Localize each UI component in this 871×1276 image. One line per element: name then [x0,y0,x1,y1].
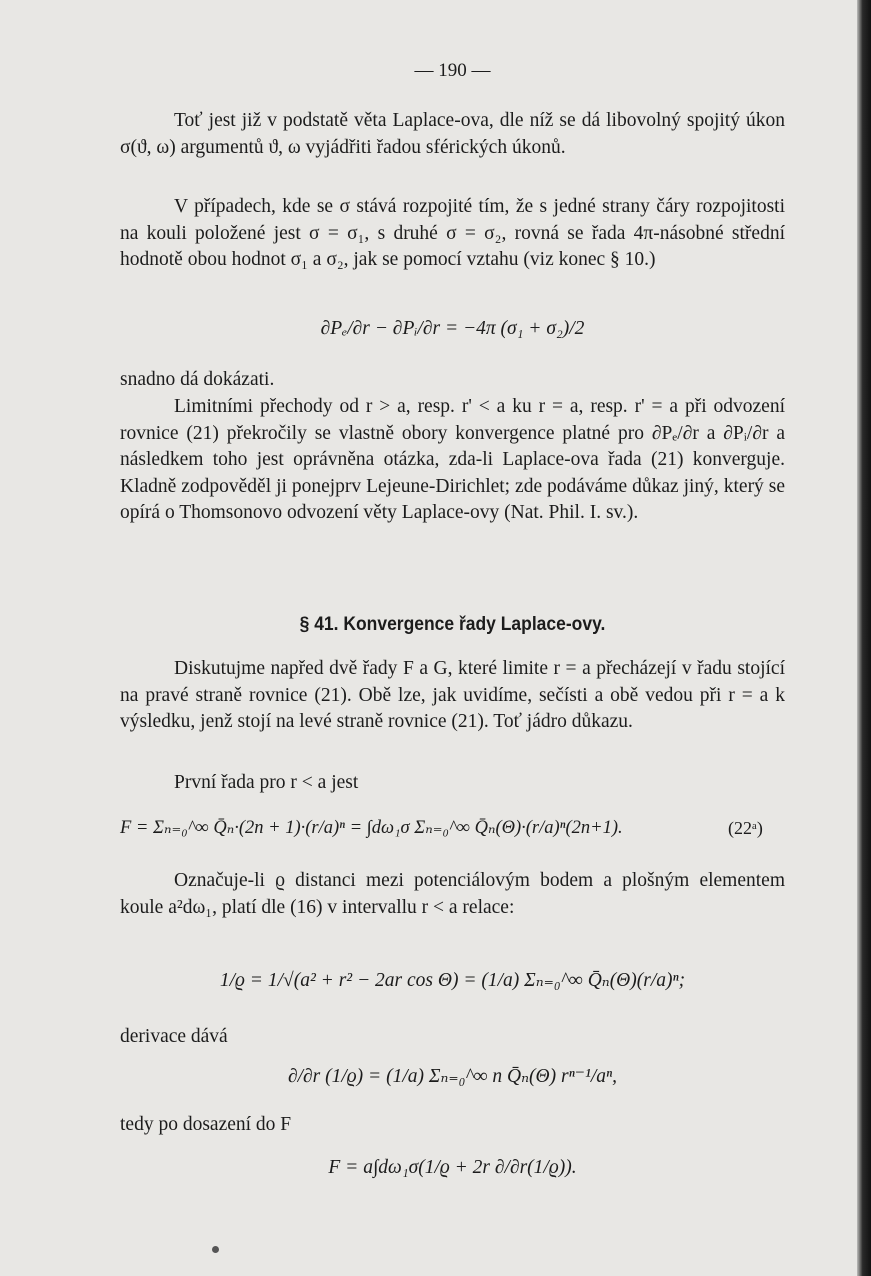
page-binding-edge [857,0,871,1276]
paragraph-laplace-theorem: Toť jest již v podstatě věta Laplace-ova, dle níž se dá libovolný spojitý úkon σ(ϑ, ω) argumentů ϑ, ω vyjádřiti řadou sférických úkonů. [120,110,785,158]
equation-derivative-series: ∂/∂r (1/ϱ) = (1/a) Σₙ₌₀^∞ n Q̄ₙ(Θ) rⁿ⁻¹/aⁿ, [287,1066,618,1087]
page-number: — 190 — [414,60,491,81]
equation-series-f-body: F = Σₙ₌₀^∞ Q̄ₙ·(2n + 1)·(r/a)ⁿ = ∫dω₁σ Σₙ₌₀^∞ Q̄ₙ(Θ)·(r/a)ⁿ(2n+1). [120,818,623,838]
equation-label-22a: (22ᵃ) [728,818,763,838]
paragraph-discontinuity: V případech, kde se σ stává rozpojité tím, že s jedné strany čáry rozpojitosti na kouli položené jest σ = σ₁, s druhé σ = σ₂, rovná se řada 4π-násobné střední hodnotě obou hodnot σ₁ a σ₂, jak se pomocí vztahu (viz konec § 10.) [120,196,785,271]
equation-reciprocal-distance: 1/ϱ = 1/√(a² + r² − 2ar cos Θ) = (1/a) Σₙ₌₀^∞ Q̄ₙ(Θ)(r/a)ⁿ; [219,970,686,991]
paragraph-easily-proven: snadno dá dokázati. [120,369,275,390]
paragraph-first-series: První řada pro r < a jest [174,772,359,793]
paragraph-convergence-question: Limitními přechody od r > a, resp. r' < a ku r = a, resp. r' = a při odvození rovnice (21) překročily se vlastně obory konvergence platné pro ∂Pₑ/∂r a ∂Pᵢ/∂r a následkem toho jest oprávněna otázka, zda-li Laplace-ova řada (21) konverguje. Kladně zodpověděl ji ponejprv Lejeune-Dirichlet; zde podáváme důkaz jiný, který se opírá o Thomsonovo odvození věty Laplace-ovy (Nat. Phil. I. sv.). [120,396,785,524]
paragraph-derivative-gives: derivace dává [120,1026,228,1047]
equation-series-f [120,815,730,842]
section-heading: § 41. Konvergence řady Laplace-ovy. [299,614,606,635]
equation-derivative-jump: ∂Pₑ/∂r − ∂Pᵢ/∂r = −4π (σ₁ + σ₂)/2 [320,318,585,339]
paragraph-series-discussion: Diskutujme napřed dvě řady F a G, které limite r = a přecházejí v řadu stojící na pravé straně rovnice (21). Obě lze, jak uvidíme, sečísti a obě vedou při r = a k výsledku, jenž stojí na levé straně rovnice (21). Toť jádro důkazu. [120,658,785,733]
equation-f-integral: F = a∫dω₁σ(1/ϱ + 2r ∂/∂r(1/ϱ)). [328,1157,577,1178]
paragraph-distance-definition: Označuje-li ϱ distanci mezi potenciálovým bodem a plošným elementem koule a²dω₁, platí dle (16) v intervallu r < a relace: [120,870,785,918]
ink-speck [212,1246,219,1253]
paragraph-substitution: tedy po dosazení do F [120,1114,292,1135]
